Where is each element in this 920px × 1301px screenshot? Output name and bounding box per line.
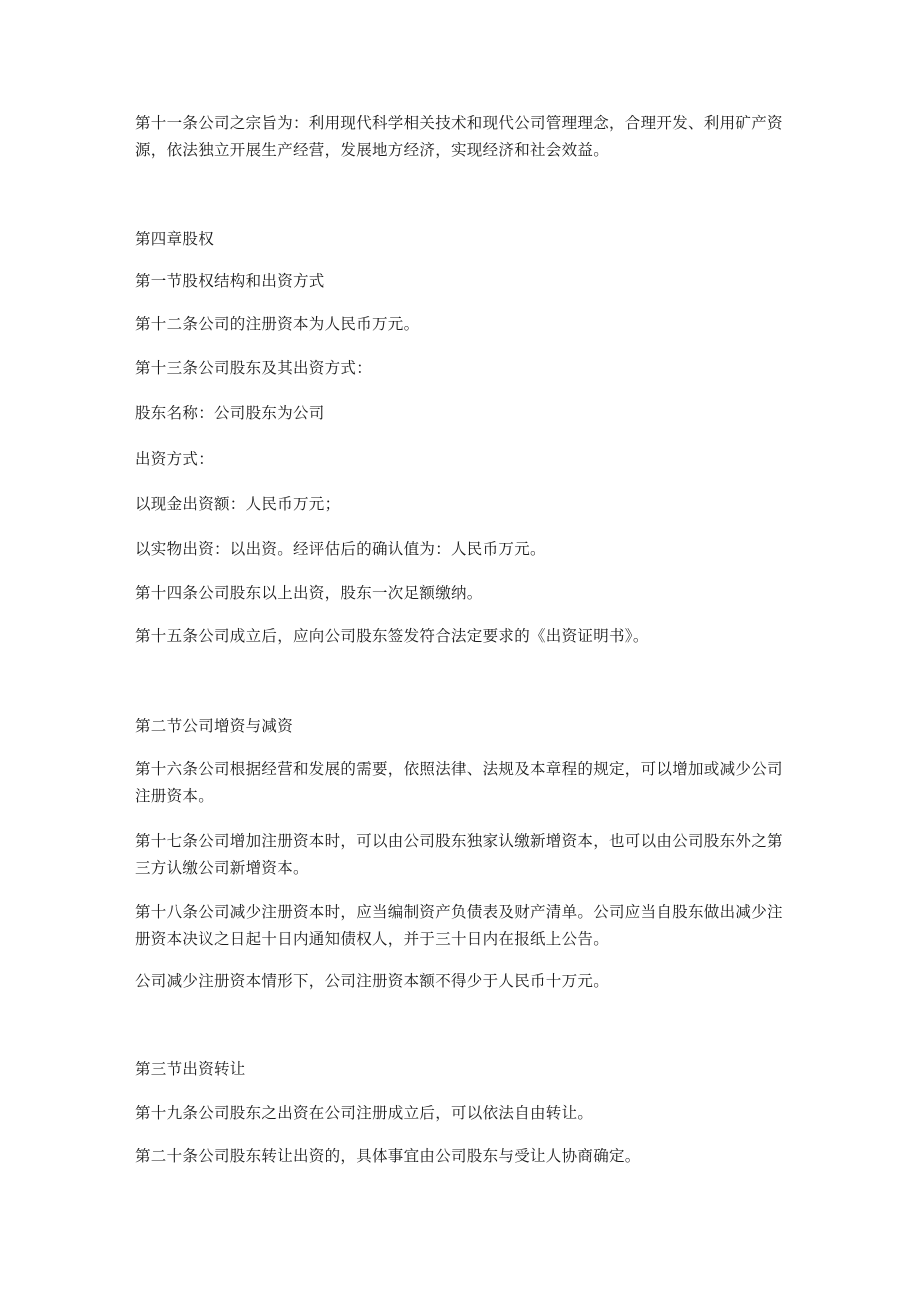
article-11-paragraph: 第十一条公司之宗旨为：利用现代科学相关技术和现代公司管理理念，合理开发、利用矿产资源，依法独立开展生产经营，发展地方经济，实现经济和社会效益。 — [135, 114, 783, 159]
section-2-heading: 第二节公司增资与减资 — [135, 717, 294, 735]
section-3-heading: 第三节出资转让 — [135, 1060, 246, 1078]
article-12-paragraph: 第十二条公司的注册资本为人民币万元。 — [135, 315, 420, 333]
article-15-paragraph: 第十五条公司成立后，应向公司股东签发符合法定要求的《出资证明书》。 — [135, 627, 649, 645]
in-kind-contribution-line: 以实物出资：以出资。经评估后的确认值为：人民币万元。 — [135, 540, 546, 558]
article-16-paragraph: 第十六条公司根据经营和发展的需要，依照法律、法规及本章程的规定，可以增加或减少公司注册资本。 — [135, 760, 783, 805]
article-18-paragraph: 第十八条公司减少注册资本时，应当编制资产负债表及财产清单。公司应当自股东做出减少注册资本决议之日起十日内通知债权人，并于三十日内在报纸上公告。 — [135, 903, 783, 948]
shareholder-name-line: 股东名称：公司股东为公司 — [135, 404, 325, 422]
article-13-paragraph: 第十三条公司股东及其出资方式： — [135, 359, 373, 377]
contribution-method-line: 出资方式： — [135, 450, 215, 468]
chapter-4-heading: 第四章股权 — [135, 230, 215, 248]
section-1-heading: 第一节股权结构和出资方式 — [135, 272, 325, 290]
article-20-paragraph: 第二十条公司股东转让出资的，具体事宜由公司股东与受让人协商确定。 — [135, 1147, 641, 1165]
article-14-paragraph: 第十四条公司股东以上出资，股东一次足额缴纳。 — [135, 584, 483, 602]
article-19-paragraph: 第十九条公司股东之出资在公司注册成立后，可以依法自由转让。 — [135, 1104, 594, 1122]
capital-reduction-limit-paragraph: 公司减少注册资本情形下，公司注册资本额不得少于人民币十万元。 — [135, 972, 610, 990]
article-17-paragraph: 第十七条公司增加注册资本时，可以由公司股东独家认缴新增资本，也可以由公司股东外之第三方认缴公司新增资本。 — [135, 832, 783, 877]
cash-contribution-line: 以现金出资额：人民币万元； — [135, 495, 341, 513]
